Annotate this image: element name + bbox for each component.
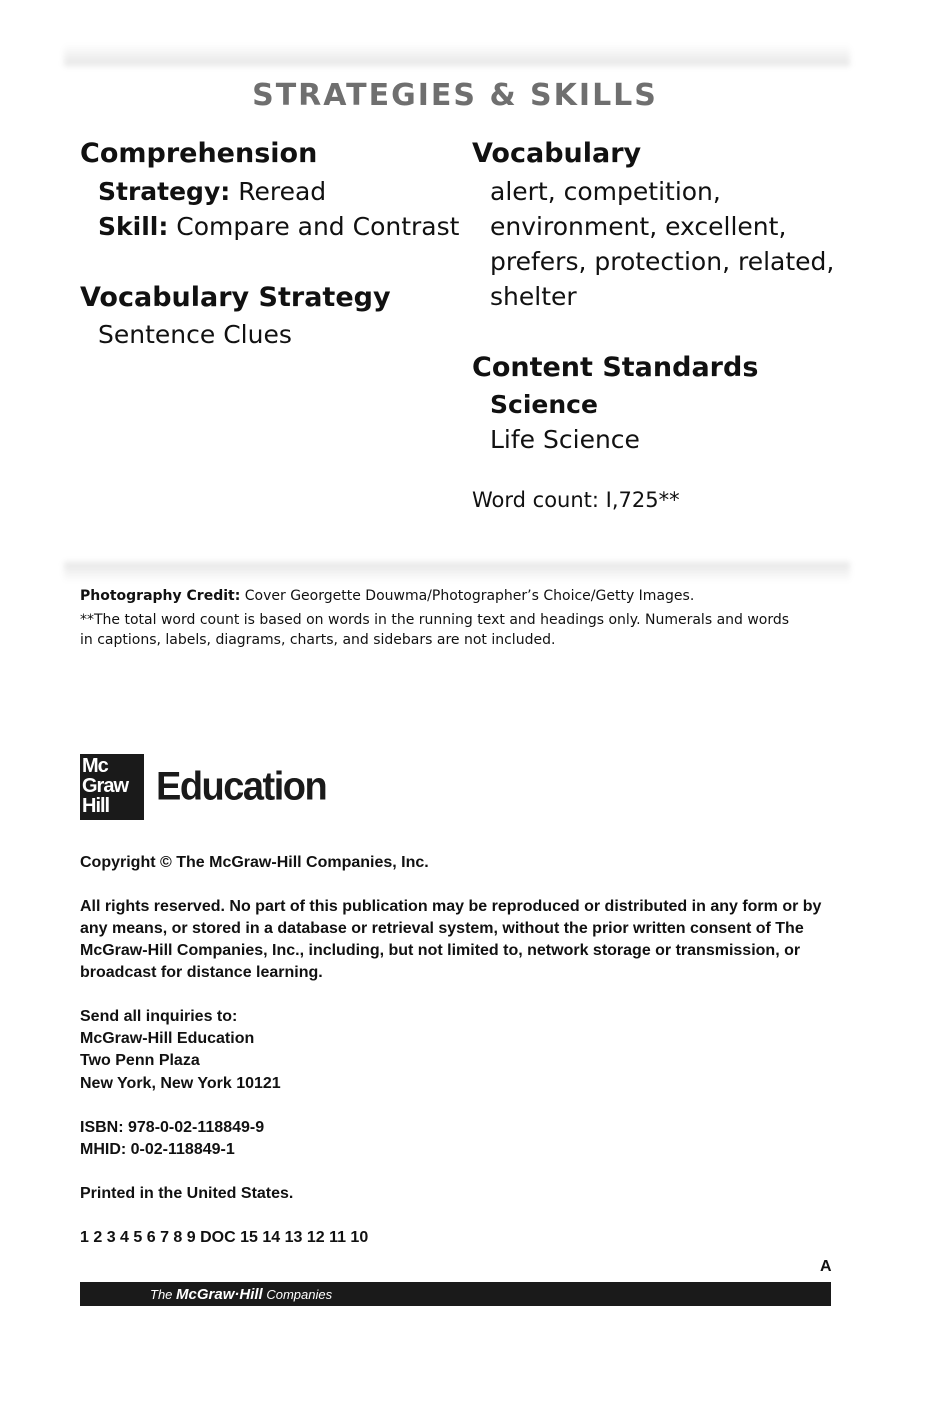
word-count: Word count: I,725** xyxy=(472,488,680,512)
logo-wordmark: Education xyxy=(156,764,327,810)
footer-companies: Companies xyxy=(266,1287,333,1302)
vocabulary-strategy-value: Sentence Clues xyxy=(98,320,292,349)
comprehension-heading: Comprehension xyxy=(80,138,318,169)
vocabulary-line: prefers, protection, related, xyxy=(490,247,835,276)
footer-the: The xyxy=(150,1287,173,1302)
printing-line: 1 2 3 4 5 6 7 8 9 DOC 15 14 13 12 11 10 xyxy=(80,1229,369,1246)
vocabulary-line: alert, competition, xyxy=(490,177,721,206)
vocabulary-strategy-heading: Vocabulary Strategy xyxy=(80,282,391,313)
logo-mark-line: Mc xyxy=(82,755,108,777)
rights-line: All rights reserved. No part of this publication may be reproduced or distributed in any form or by xyxy=(80,898,822,915)
rights-line: any means, or stored in a database or retrieval system, without the prior written consent of The xyxy=(80,920,804,937)
content-standards-subject: Science xyxy=(490,390,598,419)
mcgraw-hill-logo-mark xyxy=(80,754,144,820)
box-top-shade xyxy=(64,44,850,66)
rights-line: McGraw-Hill Companies, Inc., including, but not limited to, network storage or transmission, or xyxy=(80,942,801,959)
vocabulary-heading: Vocabulary xyxy=(472,138,642,169)
footer-brand xyxy=(150,1286,332,1303)
inquiries-line: New York, New York 10121 xyxy=(80,1075,281,1092)
photo-credit-label: Photography Credit: xyxy=(80,588,241,604)
content-standards-heading: Content Standards xyxy=(472,352,759,383)
strategy-value: Reread xyxy=(238,177,327,206)
logo-mark-line: Hill xyxy=(82,795,110,817)
box-title: STRATEGIES & SKILLS xyxy=(252,78,658,113)
photo-credit xyxy=(80,586,694,606)
logo-mark-line: Graw xyxy=(82,775,129,797)
rights-line: broadcast for distance learning. xyxy=(80,964,323,981)
isbn: ISBN: 978-0-02-118849-9 xyxy=(80,1119,265,1136)
strategy-label: Strategy: xyxy=(98,177,231,206)
word-count-note-line: **The total word count is based on words in the running text and headings only. Numerals and words xyxy=(80,612,790,628)
inquiries-line: McGraw-Hill Education xyxy=(80,1030,255,1047)
footer-brand-name: McGraw·Hill xyxy=(176,1286,263,1303)
page-letter: A xyxy=(820,1258,832,1275)
strategy-line xyxy=(98,174,326,209)
skill-line xyxy=(98,209,459,244)
inquiries-line: Send all inquiries to: xyxy=(80,1008,238,1025)
skill-label: Skill: xyxy=(98,212,169,241)
photo-credit-text: Cover Georgette Douwma/Photographer’s Choice/Getty Images. xyxy=(244,588,695,604)
inquiries-line: Two Penn Plaza xyxy=(80,1052,200,1069)
word-count-note-line: in captions, labels, diagrams, charts, and sidebars are not included. xyxy=(80,632,556,648)
vocabulary-line: environment, excellent, xyxy=(490,212,787,241)
copyright-line: Copyright © The McGraw-Hill Companies, Inc. xyxy=(80,854,429,871)
box-bottom-shade xyxy=(64,562,850,582)
vocabulary-line: shelter xyxy=(490,282,577,311)
skill-value: Compare and Contrast xyxy=(176,212,460,241)
printed-in: Printed in the United States. xyxy=(80,1185,294,1202)
content-standards-topic: Life Science xyxy=(490,425,640,454)
mhid: MHID: 0-02-118849-1 xyxy=(80,1141,235,1158)
